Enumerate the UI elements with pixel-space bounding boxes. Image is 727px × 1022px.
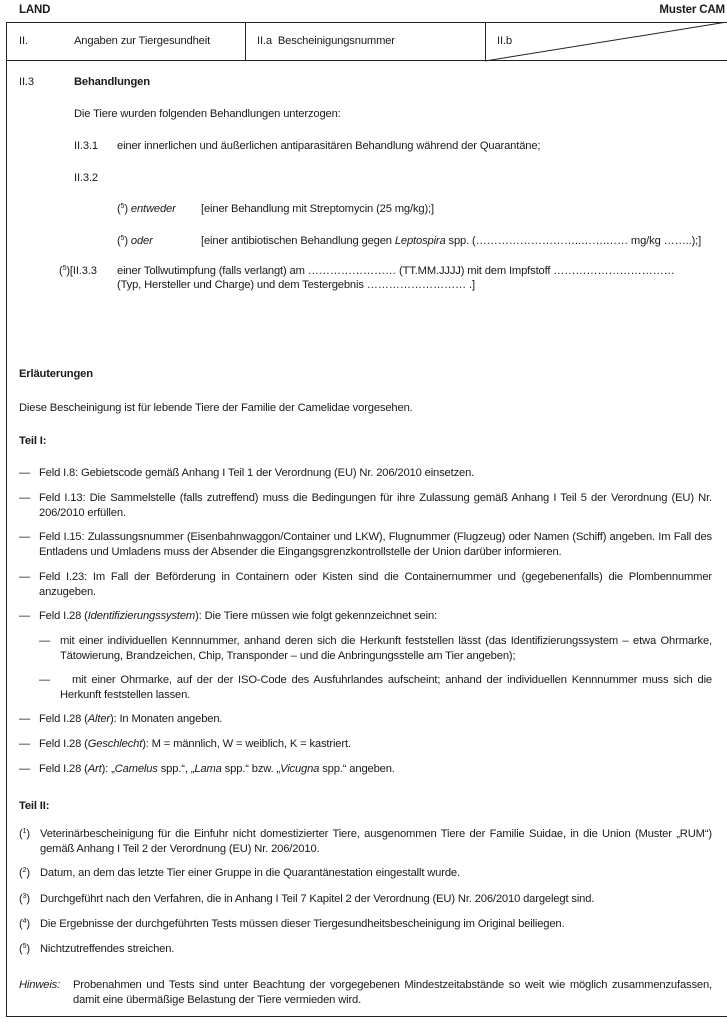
footnote-marker: ($^1$) <box>19 828 30 840</box>
dash-bullet: — <box>39 635 51 647</box>
iib-diagonal-strike <box>485 22 727 62</box>
explanations-intro: Diese Bescheinigung ist für lebende Tiere der Familie der Camelidae vorgesehen. <box>19 402 413 414</box>
explanations-title: Erläuterungen <box>19 368 93 380</box>
dash-bullet: — <box>19 492 31 504</box>
part1-subitem-text: mit einer individuellen Kennnummer, anhand deren sich die Herkunft feststellen lässt (das Identifizierungssystem – etwa Ohrmarke, Tätowierung, Brandzeichen, Chip, Transponder – und die Anbringungsstelle am Tier angeben); <box>60 635 712 662</box>
iib-field: II.b <box>497 35 512 47</box>
dash-bullet: — <box>19 571 31 583</box>
dash-bullet: — <box>19 610 31 622</box>
part1-item-text: Feld I.8: Gebietscode gemäß Anhang I Teil 1 der Verordnung (EU) Nr. 206/2010 einsetzen. <box>39 467 475 479</box>
header-col-divider-1 <box>245 22 246 60</box>
item-II33-line2[interactable]: (Typ, Hersteller und Charge) und dem Testergebnis ……………………… .] <box>117 279 475 291</box>
item-II32-number: II.3.2 <box>74 172 98 184</box>
note-label: Hinweis: <box>19 979 61 991</box>
option-oder-label[interactable]: ($^5$) oder <box>117 235 153 247</box>
dash-bullet: — <box>19 713 31 725</box>
footnote-text: Nichtzutreffendes streichen. <box>40 943 175 955</box>
part1-item-text: Feld I.15: Zulassungsnummer (Eisenbahnwaggon/Container und LKW), Flugnummer (Flugzeug) oder Namen (Schiff) angeben. Im Fall des Entladens und Umladens muss der Absender die Eingangsgrenzkontrollstelle der Union darüber informieren. <box>39 531 712 558</box>
model-label: Muster CAM <box>659 4 725 16</box>
certificate-reference-field[interactable]: II.a Bescheinigungsnummer <box>257 35 395 47</box>
item-II31-number: II.3.1 <box>74 140 98 152</box>
part1-item-text: Feld I.28 (Identifizierungssystem): Die Tiere müssen wie folgt gekennzeichnet sein: <box>39 610 437 622</box>
footnote-marker: ($^5$) <box>19 943 30 955</box>
part1-item-text: Feld I.28 (Geschlecht): M = männlich, W = weiblich, K = kastriert. <box>39 738 351 750</box>
part2-title: Teil II: <box>19 800 50 812</box>
part1-title: Teil I: <box>19 435 47 447</box>
part1-item-text: Feld I.23: Im Fall der Beförderung in Containern oder Kisten sind die Containernummer und (gegebenenfalls) die Plombennummer anzugeben. <box>39 571 712 598</box>
section-number: II. <box>19 35 28 47</box>
footnote-marker: ($^4$) <box>19 918 30 930</box>
footnote-text: Durchgeführt nach den Verfahren, die in Anhang I Teil 7 Kapitel 2 der Verordnung (EU) Nr. 206/2010 dargelegt sind. <box>40 893 595 905</box>
option-entweder-text: [einer Behandlung mit Streptomycin (25 mg/kg);] <box>201 203 434 215</box>
option-oder-text: [einer antibiotischen Behandlung gegen Leptospira spp. (………………………..…….…… mg/kg ……..);] <box>201 235 702 247</box>
dash-bullet: — <box>39 674 51 686</box>
part1-item-text: Feld I.28 (Alter): In Monaten angeben. <box>39 713 223 725</box>
country-label: LAND <box>19 4 51 16</box>
item-II33-line1[interactable]: einer Tollwutimpfung (falls verlangt) am …………………… (TT.MM.JJJJ) mit dem Impfstoff …………………………… <box>117 265 675 277</box>
part1-subitem-text: mit einer Ohrmarke, auf der der ISO-Code des Ausfuhrlandes aufscheint; anhand der individuellen Kennnummer muss sich die Herkunft feststellen lassen. <box>60 674 712 701</box>
footnote-marker: ($^3$) <box>19 893 30 905</box>
footnote-marker: ($^2$) <box>19 867 30 879</box>
dash-bullet: — <box>19 763 31 775</box>
treatments-number: II.3 <box>19 76 34 88</box>
footnote-text: Die Ergebnisse der durchgeführten Tests müssen dieser Tiergesundheitsbescheinigung im Original beiliegen. <box>40 918 565 930</box>
part1-item-text: Feld I.28 (Art): „Camelus spp.“, „Lama spp.“ bzw. „Vicugna spp.“ angeben. <box>39 763 395 775</box>
note-text: Probenahmen und Tests sind unter Beachtung der vorgegebenen Mindestzeitabstände so weit wie möglich zusammenzufassen, damit eine übermäßige Belastung der Tiere vermieden wird. <box>73 979 712 1006</box>
dash-bullet: — <box>19 531 31 543</box>
dash-bullet: — <box>19 738 31 750</box>
treatments-title: Behandlungen <box>74 76 150 88</box>
dash-bullet: — <box>19 467 31 479</box>
item-II31-text: einer innerlichen und äußerlichen antiparasitären Behandlung während der Quarantäne; <box>117 140 541 152</box>
footnote-text: Veterinärbescheinigung für die Einfuhr nicht domestizierter Tiere, ausgenommen Tiere der Familie Suidae, in die Union (Muster „RUM“) gemäß Anhang I Teil 2 der Verordnung (EU) Nr. 206/2010. <box>40 828 712 855</box>
option-entweder-label[interactable]: ($^5$) entweder <box>117 203 176 215</box>
footnote-text: Datum, an dem das letzte Tier einer Gruppe in die Quarantänestation eingestallt wurde. <box>40 867 460 879</box>
item-II33-number: ($^5$)[II.3.3 <box>59 265 97 277</box>
treatments-intro: Die Tiere wurden folgenden Behandlungen unterzogen: <box>74 108 341 120</box>
section-title: Angaben zur Tiergesundheit <box>74 35 211 47</box>
part1-item-text: Feld I.13: Die Sammelstelle (falls zutreffend) muss die Bedingungen für ihre Zulassung gemäß Anhang I Teil 5 der Verordnung (EU) Nr. 206/2010 erfüllen. <box>39 492 712 519</box>
